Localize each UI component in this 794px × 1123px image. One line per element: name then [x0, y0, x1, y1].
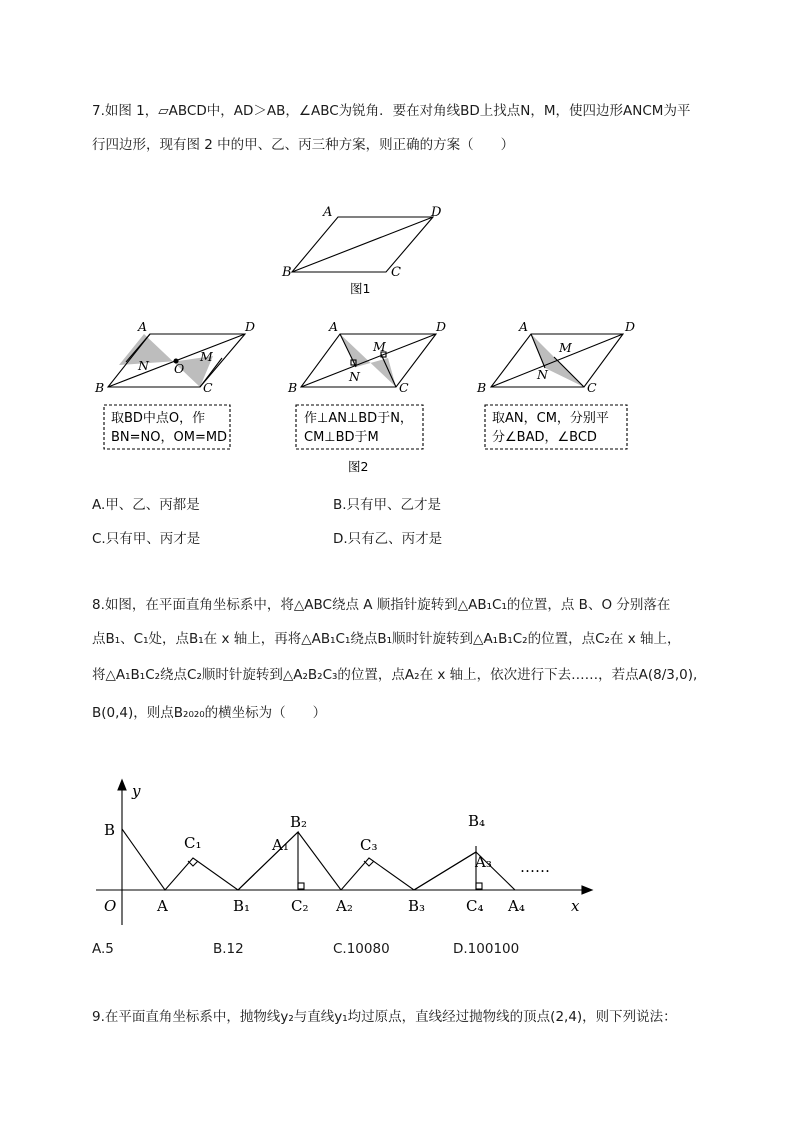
q7-option-B[interactable]: B.只有甲、乙才是: [333, 497, 442, 513]
yi-label-C: C: [399, 380, 409, 395]
q8-option-A[interactable]: A.5: [92, 941, 114, 957]
graph-label-x: x: [571, 897, 580, 915]
q8-option-B[interactable]: B.12: [213, 941, 244, 957]
graph-label-C1: C₁: [184, 834, 202, 852]
bing-label-D: D: [625, 319, 636, 334]
graph-label-B: B: [104, 821, 116, 839]
yi-label-N: N: [349, 369, 360, 384]
q8-stem-line1: 8.如图，在平面直角坐标系中，将△ABC绕点 A 顺指针旋转到△AB₁C₁的位置，点 B、O 分别落在: [92, 597, 671, 613]
box-jia-line1: 取BD中点O，作: [111, 411, 206, 426]
q8-stem-line4: B(0,4)，则点B₂₀₂₀的横坐标为（ ）: [92, 705, 327, 721]
graph-label-B4: B₄: [468, 812, 486, 830]
graph-label-C3: C₃: [360, 836, 378, 854]
graph-label-A: A: [157, 897, 168, 915]
q7-option-C[interactable]: C.只有甲、丙才是: [92, 531, 201, 547]
graph-label-A3: A₃: [475, 853, 492, 871]
graph-ellipsis: ……: [520, 858, 550, 876]
q8-stem-line2: 点B₁、C₁处，点B₁在 x 轴上，再将△AB₁C₁绕点B₁顺时针旋转到△A₁B₁C₂的位置，点C₂在 x 轴上，: [92, 631, 681, 647]
graph-label-y: y: [132, 782, 141, 800]
bing-label-B: B: [477, 380, 487, 395]
jia-label-D: D: [245, 319, 256, 334]
yi-label-D: D: [436, 319, 447, 334]
q7-option-A[interactable]: A.甲、乙、丙都是: [92, 497, 200, 513]
jia-label-B: B: [95, 380, 105, 395]
q8-option-D[interactable]: D.100100: [453, 941, 520, 957]
q7-stem-line1: 7.如图 1，▱ABCD中，AD＞AB，∠ABC为锐角．要在对角线BD上找点N，M，使四边形ANCM为平: [92, 103, 691, 119]
box-jia-line2: BN=NO，OM=MD: [111, 430, 228, 445]
jia-label-C: C: [203, 380, 213, 395]
q9-stem-line1: 9.在平面直角坐标系中，抛物线y₂与直线y₁均过原点，直线经过抛物线的顶点(2,4)，则下列说法：: [92, 1009, 677, 1025]
graph-label-B3: B₃: [408, 897, 426, 915]
jia-label-A: A: [138, 319, 148, 334]
fig2-caption: 图2: [348, 459, 369, 474]
yi-label-A: A: [329, 319, 339, 334]
graph-label-C4: C₄: [466, 897, 484, 915]
box-bing-line1: 取AN，CM，分别平: [492, 411, 609, 426]
figure-1-parallelogram: [292, 217, 433, 272]
fig1-label-D: D: [431, 205, 442, 220]
graph-label-A2: A₂: [336, 897, 353, 915]
bing-label-M: M: [559, 340, 572, 355]
figure-2-panel-bing: [491, 334, 623, 387]
q7-stem-line2: 行四边形，现有图 2 中的甲、乙、丙三种方案，则正确的方案（ ）: [92, 137, 515, 153]
bing-label-N: N: [537, 367, 548, 382]
fig1-label-A: A: [323, 205, 333, 220]
jia-label-O: O: [174, 361, 185, 376]
bing-label-A: A: [519, 319, 529, 334]
bing-label-C: C: [587, 380, 597, 395]
graph-label-A4: A₄: [508, 897, 525, 915]
jia-label-M: M: [200, 349, 213, 364]
q7-option-D[interactable]: D.只有乙、丙才是: [333, 531, 443, 547]
graph-label-C2: C₂: [291, 897, 309, 915]
box-bing-line2: 分∠BAD，∠BCD: [492, 430, 597, 445]
graph-label-B2: B₂: [290, 813, 308, 831]
q8-stem-line3: 将△A₁B₁C₂绕点C₂顺时针旋转到△A₂B₂C₃的位置，点A₂在 x 轴上，依次进行下去……，若点A(8/3,0),: [92, 667, 698, 683]
yi-label-B: B: [288, 380, 298, 395]
graph-label-A1: A₁: [272, 836, 289, 854]
box-yi-line1: 作⊥AN⊥BD于N，: [304, 411, 413, 426]
graph-label-B1: B₁: [233, 897, 251, 915]
fig1-label-B: B: [282, 265, 292, 280]
yi-label-M: M: [373, 339, 386, 354]
figure-2-panel-yi: [301, 334, 436, 387]
q8-option-C[interactable]: C.10080: [333, 941, 390, 957]
box-yi-line2: CM⊥BD于M: [304, 430, 379, 445]
fig1-label-C: C: [391, 265, 401, 280]
graph-label-O: O: [104, 897, 117, 915]
jia-label-N: N: [138, 358, 149, 373]
fig1-caption: 图1: [350, 281, 371, 296]
